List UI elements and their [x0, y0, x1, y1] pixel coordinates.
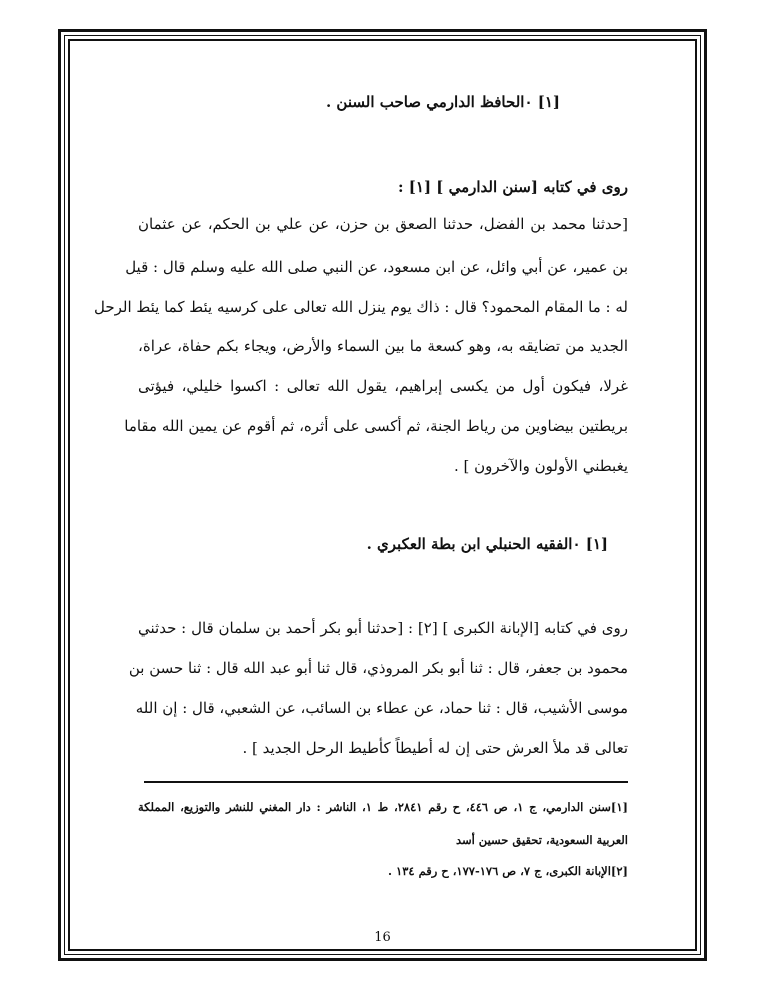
- section-heading-darimi: [١] ٠الحافظ الدارمي صاحب السنن .: [325, 93, 560, 111]
- hadith-line-4: الجديد من تضايقه به، وهو كسعة ما بين السماء والأرض، ويجاء بكم حفاة، عراة،: [138, 337, 628, 355]
- hadith-line-3: له : ما المقام المحمود؟ قال : ذاك يوم ينزل الله تعالى على كرسيه يئط كما يئط الرحل: [93, 298, 628, 316]
- citation-intro-darimi: روى في كتابه [سنن الدارمي ] [١] :: [398, 178, 628, 196]
- footnote-separator: [144, 781, 628, 783]
- footnote-1-line-1: [١]سنن الدارمي، ج ١، ص ٤٤٦، ح رقم ٢٨٤١، ط ١، الناشر : دار المغني للنشر والتوزيع، المملكة: [138, 800, 628, 814]
- ibana-line-3: موسى الأشيب، قال : ثنا حماد، عن عطاء بن السائب، عن الشعبي، قال : إن الله: [135, 699, 628, 717]
- footnote-1-line-2: العربية السعودية، تحقيق حسين أسد: [455, 833, 628, 847]
- section-heading-ibn-batta: [١] ٠الفقيه الحنبلي ابن بطة العكبري .: [366, 535, 608, 553]
- hadith-line-2: بن عمير، عن أبي وائل، عن ابن مسعود، عن النبي صلى الله عليه وسلم قال : قيل: [125, 258, 628, 276]
- hadith-line-5: غرلا، فيكون أول من يكسى إبراهيم، يقول الله تعالى : اكسوا خليلي، فيؤتى: [138, 377, 628, 395]
- footnote-2: [٢]الإبانة الكبرى، ج ٧، ص ١٧٦-١٧٧، ح رقم ١٣٤ .: [388, 864, 628, 878]
- hadith-line-1: [حدثنا محمد بن الفضل، حدثنا الصعق بن حزن، عن علي بن الحكم، عن عثمان: [138, 215, 628, 233]
- hadith-line-6: بريطتين بيضاوين من رياط الجنة، ثم أكسى على أثره، ثم أقوم عن يمين الله مقاما: [124, 417, 628, 435]
- page-number: 16: [374, 930, 391, 945]
- ibana-line-4: تعالى قد ملأ العرش حتى إن له أطيطاً كأطيط الرحل الجديد ] .: [242, 739, 628, 757]
- ibana-line-1: روى في كتابه [الإبانة الكبرى ] [٢] : [حدثنا أبو بكر أحمد بن سلمان قال : حدثني: [138, 619, 628, 637]
- hadith-line-7: يغبطني الأولون والآخرون ] .: [453, 457, 628, 475]
- ibana-line-2: محمود بن جعفر، قال : ثنا أبو بكر المروذي، قال ثنا أبو عبد الله قال : ثنا حسن بن: [128, 659, 628, 677]
- page-border-inner: [68, 39, 697, 951]
